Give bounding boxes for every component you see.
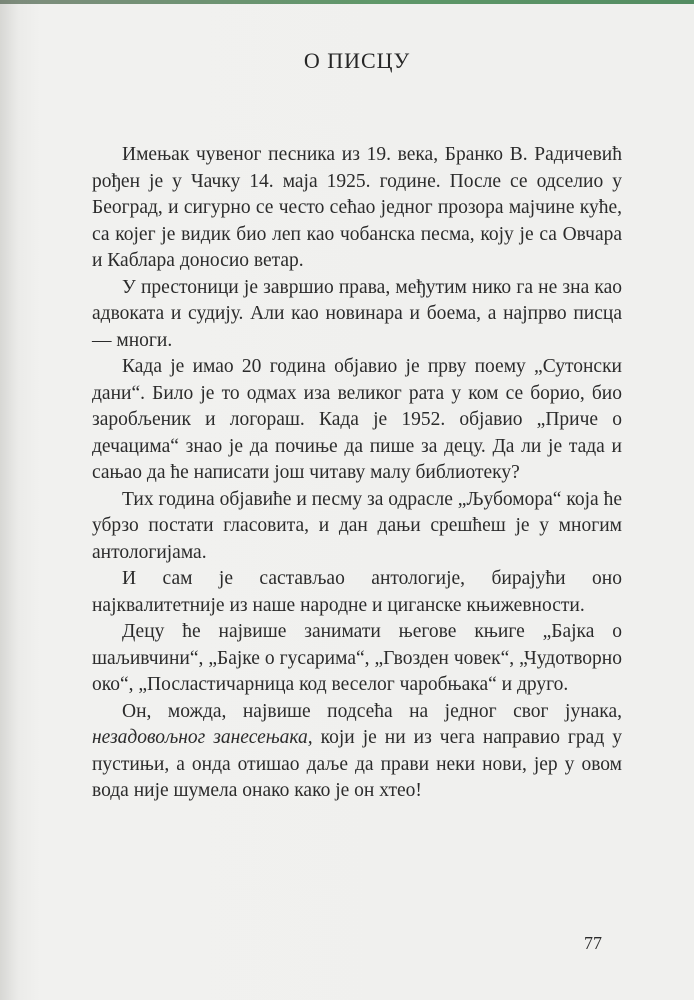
paragraph-7-italic-phrase: незадовољног занесењака, — [92, 727, 313, 748]
paragraph-5: И сам је састављао антологије, бирајући оно најквалитетније из наше народне и циганске књижевности. — [92, 568, 622, 616]
article-body — [92, 142, 622, 805]
paragraph-4: Тих година објавиће и песму за одрасле „Љубомора“ која ће убрзо постати гласовита, и дан дањи срешћеш је у многим антологијама. — [92, 488, 622, 563]
page-number: 77 — [584, 933, 602, 953]
paragraph-7 — [92, 699, 622, 805]
page-title: О ПИСЦУ — [303, 48, 411, 73]
paragraph-7-tail: који је ни из чега направио град у пустињи, а онда отишао даље да прави неки нови, јер у овом вода није шумела онако како је он хтео! — [92, 727, 622, 801]
paragraph-2: У престоници је завршио права, међутим нико га не зна као адвоката и судију. Али као новинара и боема, а најпрво писца — многи. — [92, 276, 622, 351]
paragraph-1: Имењак чувеног песника из 19. века, Бранко В. Радичевић рођен је у Чачку 14. маја 1925. године. После се одселио у Београд, и сигурно се често сећао једног прозора мајчине куће, са којег је видик био леп као чобанска песма, коју је са Овчара и Каблара доносио ветар. — [92, 144, 622, 271]
paragraph-3: Када је имао 20 година објавио је прву поему „Сутонски дани“. Било је то одмах иза великог рата у ком се борио, био заробљеник и логораш. Када је 1952. објавио „Приче о дечацима“ знао је да почиње да пише за децу. Да ли је тада и сањао да ће написати још читаву малу библиотеку? — [92, 356, 622, 483]
book-page — [92, 42, 622, 972]
top-edge-strip — [0, 0, 694, 4]
paragraph-6: Децу ће највише занимати његове књиге „Бајка о шаљивчини“, „Бајке о гусарима“, „Гвозден човек“, „Чудотворно око“, „Посластичарница код веселог чаробњака“ и друго. — [92, 621, 622, 695]
paragraph-7-lead: Он, можда, највише подсећа на једног свог јунака, — [122, 700, 622, 722]
